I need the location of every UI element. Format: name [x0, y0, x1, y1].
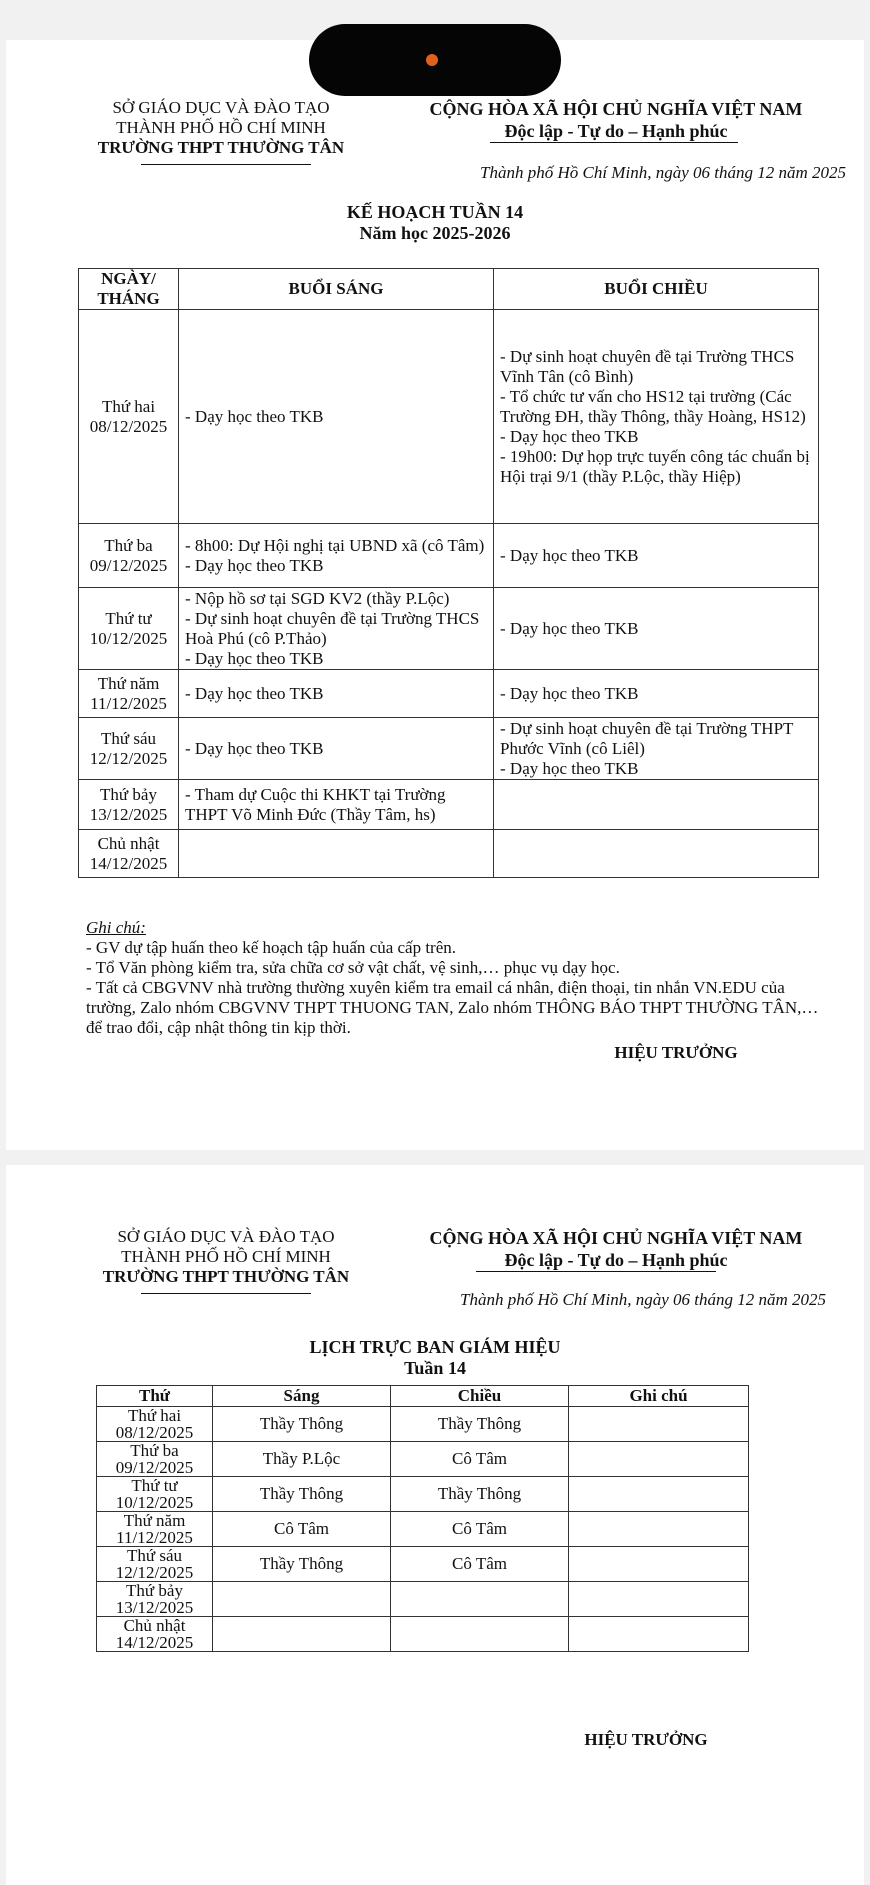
morning-duty-cell: Thầy Thông: [213, 1477, 391, 1512]
table-row: [97, 1617, 749, 1652]
notes-section: [86, 918, 826, 1038]
nation-header: [386, 98, 846, 142]
note-item: - GV dự tập huấn theo kế hoạch tập huấn của cấp trên.: [86, 938, 457, 957]
activity-item: - Dạy học theo TKB: [500, 758, 639, 778]
school-name: TRƯỜNG THPT THƯỜNG TÂN: [97, 138, 345, 157]
table-row: [79, 588, 819, 670]
weekday-label: Thứ tư: [131, 1476, 178, 1495]
day-cell: [97, 1442, 213, 1477]
morning-cell: [179, 780, 494, 830]
date-label: 12/12/2025: [89, 748, 168, 768]
note-item: - Tổ Văn phòng kiểm tra, sửa chữa cơ sở vật chất, vệ sinh,… phục vụ dạy học.: [86, 958, 620, 977]
activity-item: - Dự sinh hoạt chuyên đề tại Trường THPT Phước Vĩnh (cô Liêl): [500, 718, 794, 758]
motto: Độc lập - Tự do – Hạnh phúc: [504, 1250, 728, 1270]
activity-item: - Dạy học theo TKB: [500, 426, 639, 446]
school-name: TRƯỜNG THPT THƯỜNG TÂN: [102, 1267, 350, 1286]
signer-title: HIỆU TRƯỞNG: [584, 1730, 708, 1749]
date-label: 12/12/2025: [115, 1563, 194, 1582]
date-label: 09/12/2025: [89, 555, 168, 575]
morning-cell: [179, 588, 494, 670]
morning-duty-cell: [213, 1617, 391, 1652]
activity-item: - Tham dự Cuộc thi KHKT tại Trường THPT Võ Minh Đức (Thầy Tâm, hs): [185, 784, 446, 824]
weekday-label: Thứ hai: [127, 1406, 182, 1425]
day-cell: [97, 1407, 213, 1442]
activity-item: - Dạy học theo TKB: [185, 738, 324, 758]
afternoon-cell: [494, 670, 819, 718]
weekday-label: Thứ bảy: [100, 784, 157, 804]
day-cell: [97, 1477, 213, 1512]
weekday-label: Thứ năm: [123, 1511, 186, 1530]
day-cell: [97, 1512, 213, 1547]
org-line2: THÀNH PHỐ HỒ CHÍ MINH: [121, 1247, 331, 1266]
morning-duty-cell: Thầy P.Lộc: [213, 1442, 391, 1477]
table-row: [79, 310, 819, 524]
camera-dot-icon: [426, 54, 438, 66]
afternoon-duty-cell: [391, 1617, 569, 1652]
page-title: [6, 1337, 864, 1379]
morning-duty-cell: Thầy Thông: [213, 1407, 391, 1442]
org-line1: SỞ GIÁO DỤC VÀ ĐÀO TẠO: [117, 1227, 335, 1246]
day-cell: [97, 1617, 213, 1652]
weekday-label: Thứ hai: [101, 396, 156, 416]
afternoon-duty-cell: Thầy Thông: [391, 1477, 569, 1512]
activity-item: - Dự sinh hoạt chuyên đề tại Trường THCS Hoà Phú (cô P.Thảo): [185, 608, 480, 648]
table-row: [97, 1512, 749, 1547]
date-label: 09/12/2025: [115, 1458, 194, 1477]
afternoon-cell: [494, 718, 819, 780]
afternoon-cell: [494, 588, 819, 670]
activity-item: - Dự sinh hoạt chuyên đề tại Trường THCS Vĩnh Tân (cô Bình): [500, 346, 795, 386]
weekday-label: Thứ sáu: [126, 1546, 182, 1565]
afternoon-cell: [494, 524, 819, 588]
day-cell: [79, 670, 179, 718]
table-row: [79, 780, 819, 830]
date-label: 14/12/2025: [115, 1633, 194, 1652]
date-label: 14/12/2025: [89, 853, 168, 873]
note-duty-cell: [569, 1477, 749, 1512]
page-title: [6, 202, 864, 244]
morning-cell: [179, 310, 494, 524]
morning-cell: [179, 524, 494, 588]
date-label: 11/12/2025: [116, 1528, 193, 1547]
weekly-plan-table: [78, 268, 819, 878]
org-header-left: [76, 98, 366, 158]
day-cell: [79, 310, 179, 524]
table-row: [97, 1442, 749, 1477]
place-date: Thành phố Hồ Chí Minh, ngày 06 tháng 12 năm 2025: [460, 1290, 826, 1309]
duty-subtitle: Tuần 14: [404, 1358, 466, 1378]
activity-item: - 19h00: Dự họp trực tuyến công tác chuẩn bị Hội trại 9/1 (thầy P.Lộc, thầy Hiệp): [500, 446, 810, 486]
motto: Độc lập - Tự do – Hạnh phúc: [504, 121, 728, 141]
col-day-header: NGÀY/ THÁNG: [79, 269, 179, 310]
activity-item: - Dạy học theo TKB: [500, 545, 639, 565]
col-note-header: Ghi chú: [569, 1386, 749, 1407]
col-day-header: Thứ: [97, 1386, 213, 1407]
day-cell: [79, 718, 179, 780]
nation-title: CỘNG HÒA XÃ HỘI CHỦ NGHĨA VIỆT NAM: [429, 1228, 803, 1248]
note-duty-cell: [569, 1512, 749, 1547]
activity-item: - Dạy học theo TKB: [500, 618, 639, 638]
place-date: Thành phố Hồ Chí Minh, ngày 06 tháng 12 năm 2025: [480, 163, 846, 182]
table-row: [97, 1547, 749, 1582]
morning-duty-cell: Thầy Thông: [213, 1547, 391, 1582]
weekday-label: Thứ bảy: [126, 1581, 183, 1600]
table-row: [79, 830, 819, 878]
nation-title: CỘNG HÒA XÃ HỘI CHỦ NGHĨA VIỆT NAM: [429, 99, 803, 119]
weekly-plan-page: [6, 40, 864, 1150]
col-morning-header: Sáng: [213, 1386, 391, 1407]
activity-item: - Dạy học theo TKB: [185, 555, 324, 575]
col-afternoon-header: BUỔI CHIỀU: [494, 269, 819, 310]
signer-title: HIỆU TRƯỞNG: [614, 1043, 738, 1062]
weekday-label: Chủ nhật: [97, 833, 160, 853]
note-duty-cell: [569, 1407, 749, 1442]
afternoon-cell: [494, 830, 819, 878]
day-cell: [79, 780, 179, 830]
weekday-label: Thứ tư: [105, 608, 152, 628]
afternoon-duty-cell: Thầy Thông: [391, 1407, 569, 1442]
table-row: [79, 524, 819, 588]
activity-item: - Tổ chức tư vấn cho HS12 tại trường (Các Trường ĐH, thầy Thông, thầy Hoàng, HS12): [500, 386, 806, 426]
activity-item: - Dạy học theo TKB: [500, 683, 639, 703]
day-cell: [79, 588, 179, 670]
activity-item: - 8h00: Dự Hội nghị tại UBND xã (cô Tâm): [185, 535, 485, 555]
date-label: 08/12/2025: [115, 1423, 194, 1442]
day-cell: [97, 1582, 213, 1617]
date-label: 11/12/2025: [90, 693, 167, 713]
col-afternoon-header: Chiều: [391, 1386, 569, 1407]
morning-cell: [179, 718, 494, 780]
note-duty-cell: [569, 1582, 749, 1617]
school-underline: [141, 1293, 311, 1294]
activity-item: - Nộp hồ sơ tại SGD KV2 (thầy P.Lộc): [185, 588, 450, 608]
duty-roster-table: [96, 1385, 749, 1652]
afternoon-cell: [494, 310, 819, 524]
date-label: 10/12/2025: [89, 628, 168, 648]
org-line2: THÀNH PHỐ HỒ CHÍ MINH: [116, 118, 326, 137]
afternoon-duty-cell: Cô Tâm: [391, 1442, 569, 1477]
weekday-label: Thứ năm: [97, 673, 160, 693]
morning-duty-cell: [213, 1582, 391, 1617]
motto-underline: [490, 142, 738, 143]
school-underline: [141, 164, 311, 165]
activity-item: - Dạy học theo TKB: [185, 406, 324, 426]
activity-item: - Dạy học theo TKB: [185, 648, 324, 668]
note-duty-cell: [569, 1547, 749, 1582]
morning-cell: [179, 670, 494, 718]
morning-duty-cell: Cô Tâm: [213, 1512, 391, 1547]
table-header-row: [97, 1386, 749, 1407]
day-cell: [79, 830, 179, 878]
plan-title: KẾ HOẠCH TUẦN 14: [346, 202, 524, 222]
afternoon-cell: [494, 780, 819, 830]
afternoon-duty-cell: [391, 1582, 569, 1617]
table-row: [97, 1582, 749, 1617]
date-label: 10/12/2025: [115, 1493, 194, 1512]
org-header-left: [81, 1227, 371, 1287]
weekday-label: Thứ ba: [130, 1441, 179, 1460]
table-header-row: [79, 269, 819, 310]
camera-notch: [309, 24, 561, 96]
activity-item: - Dạy học theo TKB: [185, 683, 324, 703]
duty-roster-page: [6, 1165, 864, 1885]
day-cell: [79, 524, 179, 588]
weekday-label: Thứ sáu: [100, 728, 156, 748]
afternoon-duty-cell: Cô Tâm: [391, 1512, 569, 1547]
weekday-label: Chủ nhật: [123, 1616, 186, 1635]
note-duty-cell: [569, 1617, 749, 1652]
plan-subtitle: Năm học 2025-2026: [359, 223, 511, 243]
table-row: [79, 718, 819, 780]
date-label: 13/12/2025: [115, 1598, 194, 1617]
table-row: [97, 1477, 749, 1512]
motto-underline: [476, 1271, 716, 1272]
date-label: 08/12/2025: [89, 416, 168, 436]
duty-title: LỊCH TRỰC BAN GIÁM HIỆU: [309, 1337, 561, 1357]
table-row: [79, 670, 819, 718]
nation-header: [386, 1227, 846, 1271]
org-line1: SỞ GIÁO DỤC VÀ ĐÀO TẠO: [112, 98, 330, 117]
afternoon-duty-cell: Cô Tâm: [391, 1547, 569, 1582]
date-label: 13/12/2025: [89, 804, 168, 824]
col-morning-header: BUỔI SÁNG: [179, 269, 494, 310]
note-duty-cell: [569, 1442, 749, 1477]
day-cell: [97, 1547, 213, 1582]
morning-cell: [179, 830, 494, 878]
weekday-label: Thứ ba: [104, 535, 153, 555]
notes-label: Ghi chú:: [86, 918, 146, 937]
note-item: - Tất cả CBGVNV nhà trường thường xuyên kiểm tra email cá nhân, điện thoại, tin nhắn VN.EDU của trường, Zalo nhóm CBGVNV THPT THUONG TAN, Zalo nhóm THÔNG BÁO THPT THƯỜNG TÂN,… để trao đổi, cập nhật thông tin kịp thời.: [86, 978, 819, 1037]
table-row: [97, 1407, 749, 1442]
